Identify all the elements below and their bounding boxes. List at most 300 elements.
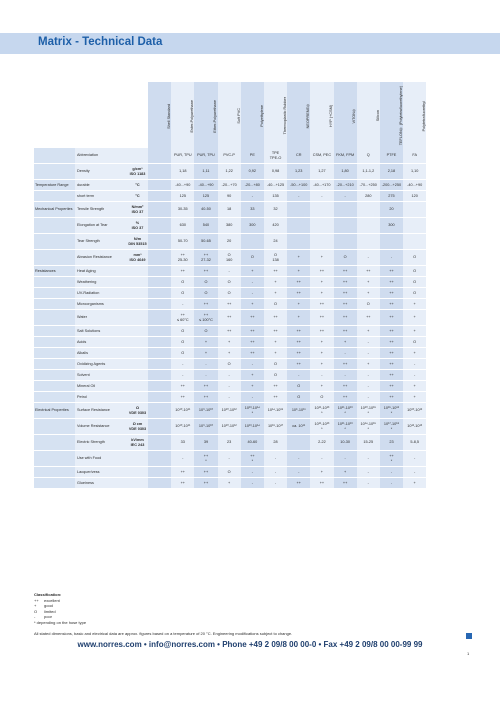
value-cell (403, 392, 426, 403)
value-line: ++ (389, 350, 394, 355)
value-cell (310, 202, 333, 218)
value-cell (380, 299, 403, 310)
value-cell (310, 435, 333, 451)
material-header (380, 82, 403, 148)
value-cell (403, 288, 426, 299)
value-line: ++ (273, 328, 278, 333)
value-line: 15-25 (363, 440, 374, 445)
value-line: * (344, 426, 346, 431)
table-row (34, 310, 476, 326)
value-line: + (367, 361, 370, 366)
value-line: 40-50 (201, 207, 211, 212)
value-line: 18 (227, 207, 232, 212)
value-cell (241, 478, 264, 489)
value-line: - (298, 456, 300, 461)
value-line: - (367, 255, 369, 260)
table-row (34, 218, 476, 234)
value-cell (357, 435, 380, 451)
value-cell (218, 148, 241, 164)
value-cell (357, 392, 380, 403)
value-cell (194, 266, 217, 277)
value-cell (264, 359, 287, 370)
table-row (34, 277, 476, 288)
material-name: Shell Standard (166, 103, 171, 129)
page-title: Matrix - Technical Data (38, 36, 163, 48)
value-cell (171, 337, 194, 348)
value-line: O (204, 290, 208, 295)
value-line: PUR, TPU (197, 153, 215, 158)
value-cell (148, 370, 171, 381)
material-name: Soft PVC (236, 108, 241, 124)
value-cell (264, 164, 287, 180)
value-line: * (251, 410, 254, 415)
value-cell (148, 266, 171, 277)
value-line: + (413, 480, 416, 485)
value-line: 33 (250, 207, 255, 212)
value-cell (334, 337, 357, 348)
value-cell (334, 299, 357, 310)
value-line: PE (249, 153, 255, 158)
value-cell (334, 164, 357, 180)
value-cell (357, 266, 380, 277)
value-cell (171, 370, 194, 381)
value-cell (148, 299, 171, 310)
value-cell (148, 148, 171, 164)
value-cell (241, 326, 264, 337)
value-line: ca. 10¹¹ (292, 424, 306, 429)
value-line: ++ (296, 328, 301, 333)
row-category: Resistances (34, 266, 75, 277)
value-line: 1,22 (225, 169, 233, 174)
row-category (34, 164, 75, 180)
value-line: O (297, 394, 301, 399)
value-line: ++ (226, 301, 232, 306)
value-line: + (343, 469, 347, 474)
value-line: - (390, 480, 393, 485)
value-line: ++ (203, 312, 209, 317)
value-line: + (320, 361, 324, 366)
value-cell (403, 478, 426, 489)
row-category: Mechanical Properties (34, 202, 75, 218)
unit-line: mm³ (133, 252, 142, 257)
value-line: TPE-O (269, 155, 282, 160)
value-line: - (321, 456, 323, 461)
value-line: - (298, 469, 300, 474)
value-line: ++ (319, 301, 325, 306)
value-cell (403, 180, 426, 191)
value-cell (171, 299, 194, 310)
value-cell (264, 277, 287, 288)
row-unit (127, 180, 148, 191)
value-line: 50-70 (177, 239, 188, 244)
value-line: - (251, 480, 253, 485)
value-line: ++ (296, 339, 301, 344)
value-cell (310, 191, 333, 202)
value-cell (264, 435, 287, 451)
value-line: -40...+90 (407, 182, 423, 187)
value-line: - (390, 255, 393, 260)
value-line: ++ (366, 268, 371, 273)
value-line: ++ (389, 383, 394, 388)
value-cell (357, 202, 380, 218)
value-line: 300 (249, 223, 256, 228)
row-category (34, 337, 75, 348)
value-cell (218, 299, 241, 310)
value-line: ++ (342, 268, 348, 273)
value-cell (357, 180, 380, 191)
table-row (34, 164, 476, 180)
table-row (34, 288, 476, 299)
row-category (34, 218, 75, 234)
header-spacer (34, 82, 75, 148)
row-category (34, 451, 75, 467)
value-cell (148, 277, 171, 288)
value-line: O (320, 394, 324, 399)
unit-line: ISO 1183 (129, 171, 146, 176)
footnote-disclaimer: All stated dimensions, basic and electrical data are approx. figures based on a temperature of 20 °C. Engineering modifications subject to change. (34, 631, 293, 636)
value-cell (241, 234, 264, 250)
value-line: + (297, 255, 300, 260)
value-line: ++ (250, 350, 255, 355)
value-cell (380, 180, 403, 191)
value-cell (357, 370, 380, 381)
value-line: - (228, 372, 230, 377)
value-line: + (251, 383, 254, 388)
value-cell (241, 191, 264, 202)
value-line: O (250, 255, 254, 260)
value-cell (171, 310, 194, 326)
value-line: O (413, 339, 417, 344)
value-line: 540 (202, 223, 210, 228)
value-line: ++ (342, 315, 348, 320)
value-line: 10¹⁰-10¹² (221, 424, 237, 429)
value-cell (241, 277, 264, 288)
value-line: 280 (365, 193, 372, 198)
value-line: - (367, 383, 369, 388)
table-row (34, 478, 476, 489)
value-cell (194, 202, 217, 218)
value-cell (403, 370, 426, 381)
value-cell (310, 250, 333, 266)
value-line: - (367, 350, 369, 355)
value-cell (357, 277, 380, 288)
material-header (334, 82, 357, 148)
value-cell (264, 299, 287, 310)
row-category (34, 348, 75, 359)
value-line: ++ (180, 469, 185, 474)
value-cell (287, 478, 310, 489)
value-cell (148, 381, 171, 392)
value-line: O (227, 469, 231, 474)
row-category (34, 435, 75, 451)
row-property: Use with Food (75, 451, 127, 467)
row-category (34, 299, 75, 310)
value-line: O (204, 279, 208, 284)
value-cell (310, 326, 333, 337)
value-line: FKM, FPM (336, 153, 355, 158)
table-row (34, 148, 476, 164)
value-line: + (413, 350, 416, 355)
value-line: - (414, 456, 416, 461)
value-cell (334, 392, 357, 403)
value-line: - (205, 372, 207, 377)
value-line: 10-30 (340, 440, 350, 445)
value-line: O (413, 290, 417, 295)
value-line: O (413, 268, 417, 273)
value-line: 27-32 (201, 257, 211, 262)
value-line: ++ (203, 268, 209, 273)
value-cell (194, 288, 217, 299)
value-cell (218, 250, 241, 266)
value-line: ++ (389, 372, 394, 377)
value-cell (334, 370, 357, 381)
row-property: Glueiness (75, 478, 127, 489)
value-cell (357, 148, 380, 164)
value-line: ++ (389, 279, 394, 284)
value-cell (241, 337, 264, 348)
value-line: ++ (342, 480, 348, 485)
value-line: 275 (388, 193, 395, 198)
value-line: 630 (179, 223, 186, 228)
value-cell (287, 451, 310, 467)
value-cell (194, 478, 217, 489)
row-property: UV-Radiation (75, 288, 127, 299)
value-line: ++ (319, 268, 325, 273)
value-cell (241, 299, 264, 310)
table-row (34, 467, 476, 478)
value-cell (380, 250, 403, 266)
value-line: * (251, 458, 254, 463)
technical-data-matrix (34, 82, 476, 489)
value-cell (287, 467, 310, 478)
value-line: O (274, 361, 278, 366)
value-cell (287, 234, 310, 250)
value-cell (241, 202, 264, 218)
value-line: * (205, 458, 207, 463)
row-unit (127, 326, 148, 337)
value-cell (310, 299, 333, 310)
value-line: 20 (227, 239, 232, 244)
row-unit (127, 164, 148, 180)
value-line: - (251, 469, 253, 474)
value-line: + (367, 290, 370, 295)
classification-symbol: ++ (34, 597, 39, 603)
header-spacer (127, 82, 148, 148)
value-cell (334, 202, 357, 218)
value-cell (334, 348, 357, 359)
value-line: ++ (250, 315, 255, 320)
value-line: 10¹³-10¹⁴ (244, 424, 260, 429)
value-line: O (181, 350, 185, 355)
value-cell (194, 326, 217, 337)
material-header (264, 82, 287, 148)
value-cell (287, 381, 310, 392)
value-cell (403, 359, 426, 370)
row-category (34, 359, 75, 370)
row-property: Microorganisms (75, 299, 127, 310)
value-cell (264, 381, 287, 392)
value-cell (380, 288, 403, 299)
row-unit (127, 435, 148, 451)
value-line: ++ (203, 469, 209, 474)
value-line: + (274, 350, 277, 355)
row-unit (127, 419, 148, 435)
value-line: 10¹²-10¹³ (407, 424, 423, 429)
value-line: - (321, 193, 323, 198)
value-line: + (251, 268, 254, 273)
unit-line: VDE 0303 (128, 426, 147, 431)
classification-label: good (44, 603, 53, 609)
row-property: Petrol (75, 392, 127, 403)
value-line: ++ (319, 328, 325, 333)
value-line: ++ (180, 383, 185, 388)
classification-label: poor (44, 614, 53, 620)
unit-line: ISO 37 (131, 209, 144, 214)
value-line: 40-60 (247, 440, 258, 445)
value-line: ++ (389, 453, 394, 458)
value-line: - (228, 456, 230, 461)
row-category (34, 288, 75, 299)
value-cell (194, 348, 217, 359)
value-cell (357, 218, 380, 234)
value-line: - (298, 193, 300, 198)
value-cell (357, 419, 380, 435)
value-cell (357, 326, 380, 337)
value-cell (264, 180, 287, 191)
page-number: 1 (467, 651, 470, 656)
row-unit (127, 348, 148, 359)
value-line: 1,10 (410, 169, 419, 174)
value-cell (171, 435, 194, 451)
row-unit (127, 392, 148, 403)
value-cell (148, 310, 171, 326)
value-cell (241, 370, 264, 381)
value-line: + (274, 290, 277, 295)
value-cell (380, 348, 403, 359)
row-unit (127, 370, 148, 381)
value-cell (403, 381, 426, 392)
value-cell (264, 370, 287, 381)
value-line: - (367, 372, 369, 377)
row-property: Mineral Oil (75, 381, 127, 392)
value-line: ++ (273, 315, 278, 320)
value-line: -50...+100 (290, 182, 308, 187)
value-line: - (344, 372, 346, 377)
value-cell (357, 310, 380, 326)
value-line: 380 (225, 223, 233, 228)
material-name: Silicon (375, 110, 380, 122)
material-header (171, 82, 194, 148)
value-line: * (390, 426, 393, 431)
value-cell (287, 419, 310, 435)
value-cell (264, 202, 287, 218)
value-line: + (274, 339, 277, 344)
value-cell (194, 451, 217, 467)
value-cell (194, 299, 217, 310)
value-line: ++ (342, 383, 348, 388)
value-line: + (320, 255, 324, 260)
value-cell (241, 392, 264, 403)
value-cell (171, 381, 194, 392)
value-line: O (227, 279, 231, 284)
row-property: Salt Solutions (75, 326, 127, 337)
value-cell (310, 180, 333, 191)
row-unit (127, 381, 148, 392)
value-cell (241, 419, 264, 435)
value-cell (148, 337, 171, 348)
table-row (34, 419, 476, 435)
value-cell (403, 148, 426, 164)
value-line: - (228, 268, 230, 273)
unit-line: kV/mm (131, 437, 144, 442)
value-cell (171, 202, 194, 218)
row-unit (127, 250, 148, 266)
material-name: Polyethylene (259, 105, 264, 127)
value-cell (310, 359, 333, 370)
value-line: ++ (250, 328, 255, 333)
value-line: O (274, 252, 278, 257)
value-cell (380, 359, 403, 370)
value-line: O (297, 383, 301, 388)
row-unit (127, 478, 148, 489)
row-category (34, 326, 75, 337)
value-cell (148, 191, 171, 202)
unit-line: DIN 53515 (128, 241, 147, 246)
row-property: Density (75, 164, 127, 180)
row-property: Tear Strength (75, 234, 127, 250)
table-row (34, 337, 476, 348)
value-cell (218, 435, 241, 451)
value-line: 10¹⁰-10¹² (221, 408, 237, 413)
value-line: - (344, 350, 346, 355)
value-cell (310, 148, 333, 164)
value-cell (194, 419, 217, 435)
value-cell (357, 299, 380, 310)
value-line: ++ (319, 480, 325, 485)
table-row (34, 359, 476, 370)
value-cell (287, 337, 310, 348)
value-line: + (228, 350, 231, 355)
value-cell (380, 218, 403, 234)
value-cell (194, 164, 217, 180)
table-row (34, 403, 476, 419)
value-line: - (182, 361, 184, 366)
value-line: 23 (227, 440, 232, 445)
value-line: 135 (272, 193, 279, 198)
value-line: Q (366, 153, 370, 158)
value-cell (357, 359, 380, 370)
value-line: PVC-P (223, 153, 235, 158)
value-cell (264, 266, 287, 277)
value-line: O (413, 279, 417, 284)
value-cell (357, 288, 380, 299)
value-line: + (274, 279, 277, 284)
row-category (34, 478, 75, 489)
value-line: ++ (296, 350, 301, 355)
value-cell (380, 337, 403, 348)
value-cell (264, 478, 287, 489)
unit-line: ISO 4649 (129, 257, 146, 262)
value-cell (357, 337, 380, 348)
value-cell (403, 310, 426, 326)
row-unit (127, 202, 148, 218)
material-header (148, 82, 171, 148)
classification-list (34, 598, 61, 620)
row-property: Abbreviation (75, 148, 127, 164)
value-line: 30-35 (177, 207, 188, 212)
value-cell (403, 266, 426, 277)
value-line: ≤ 100°C (199, 317, 213, 322)
